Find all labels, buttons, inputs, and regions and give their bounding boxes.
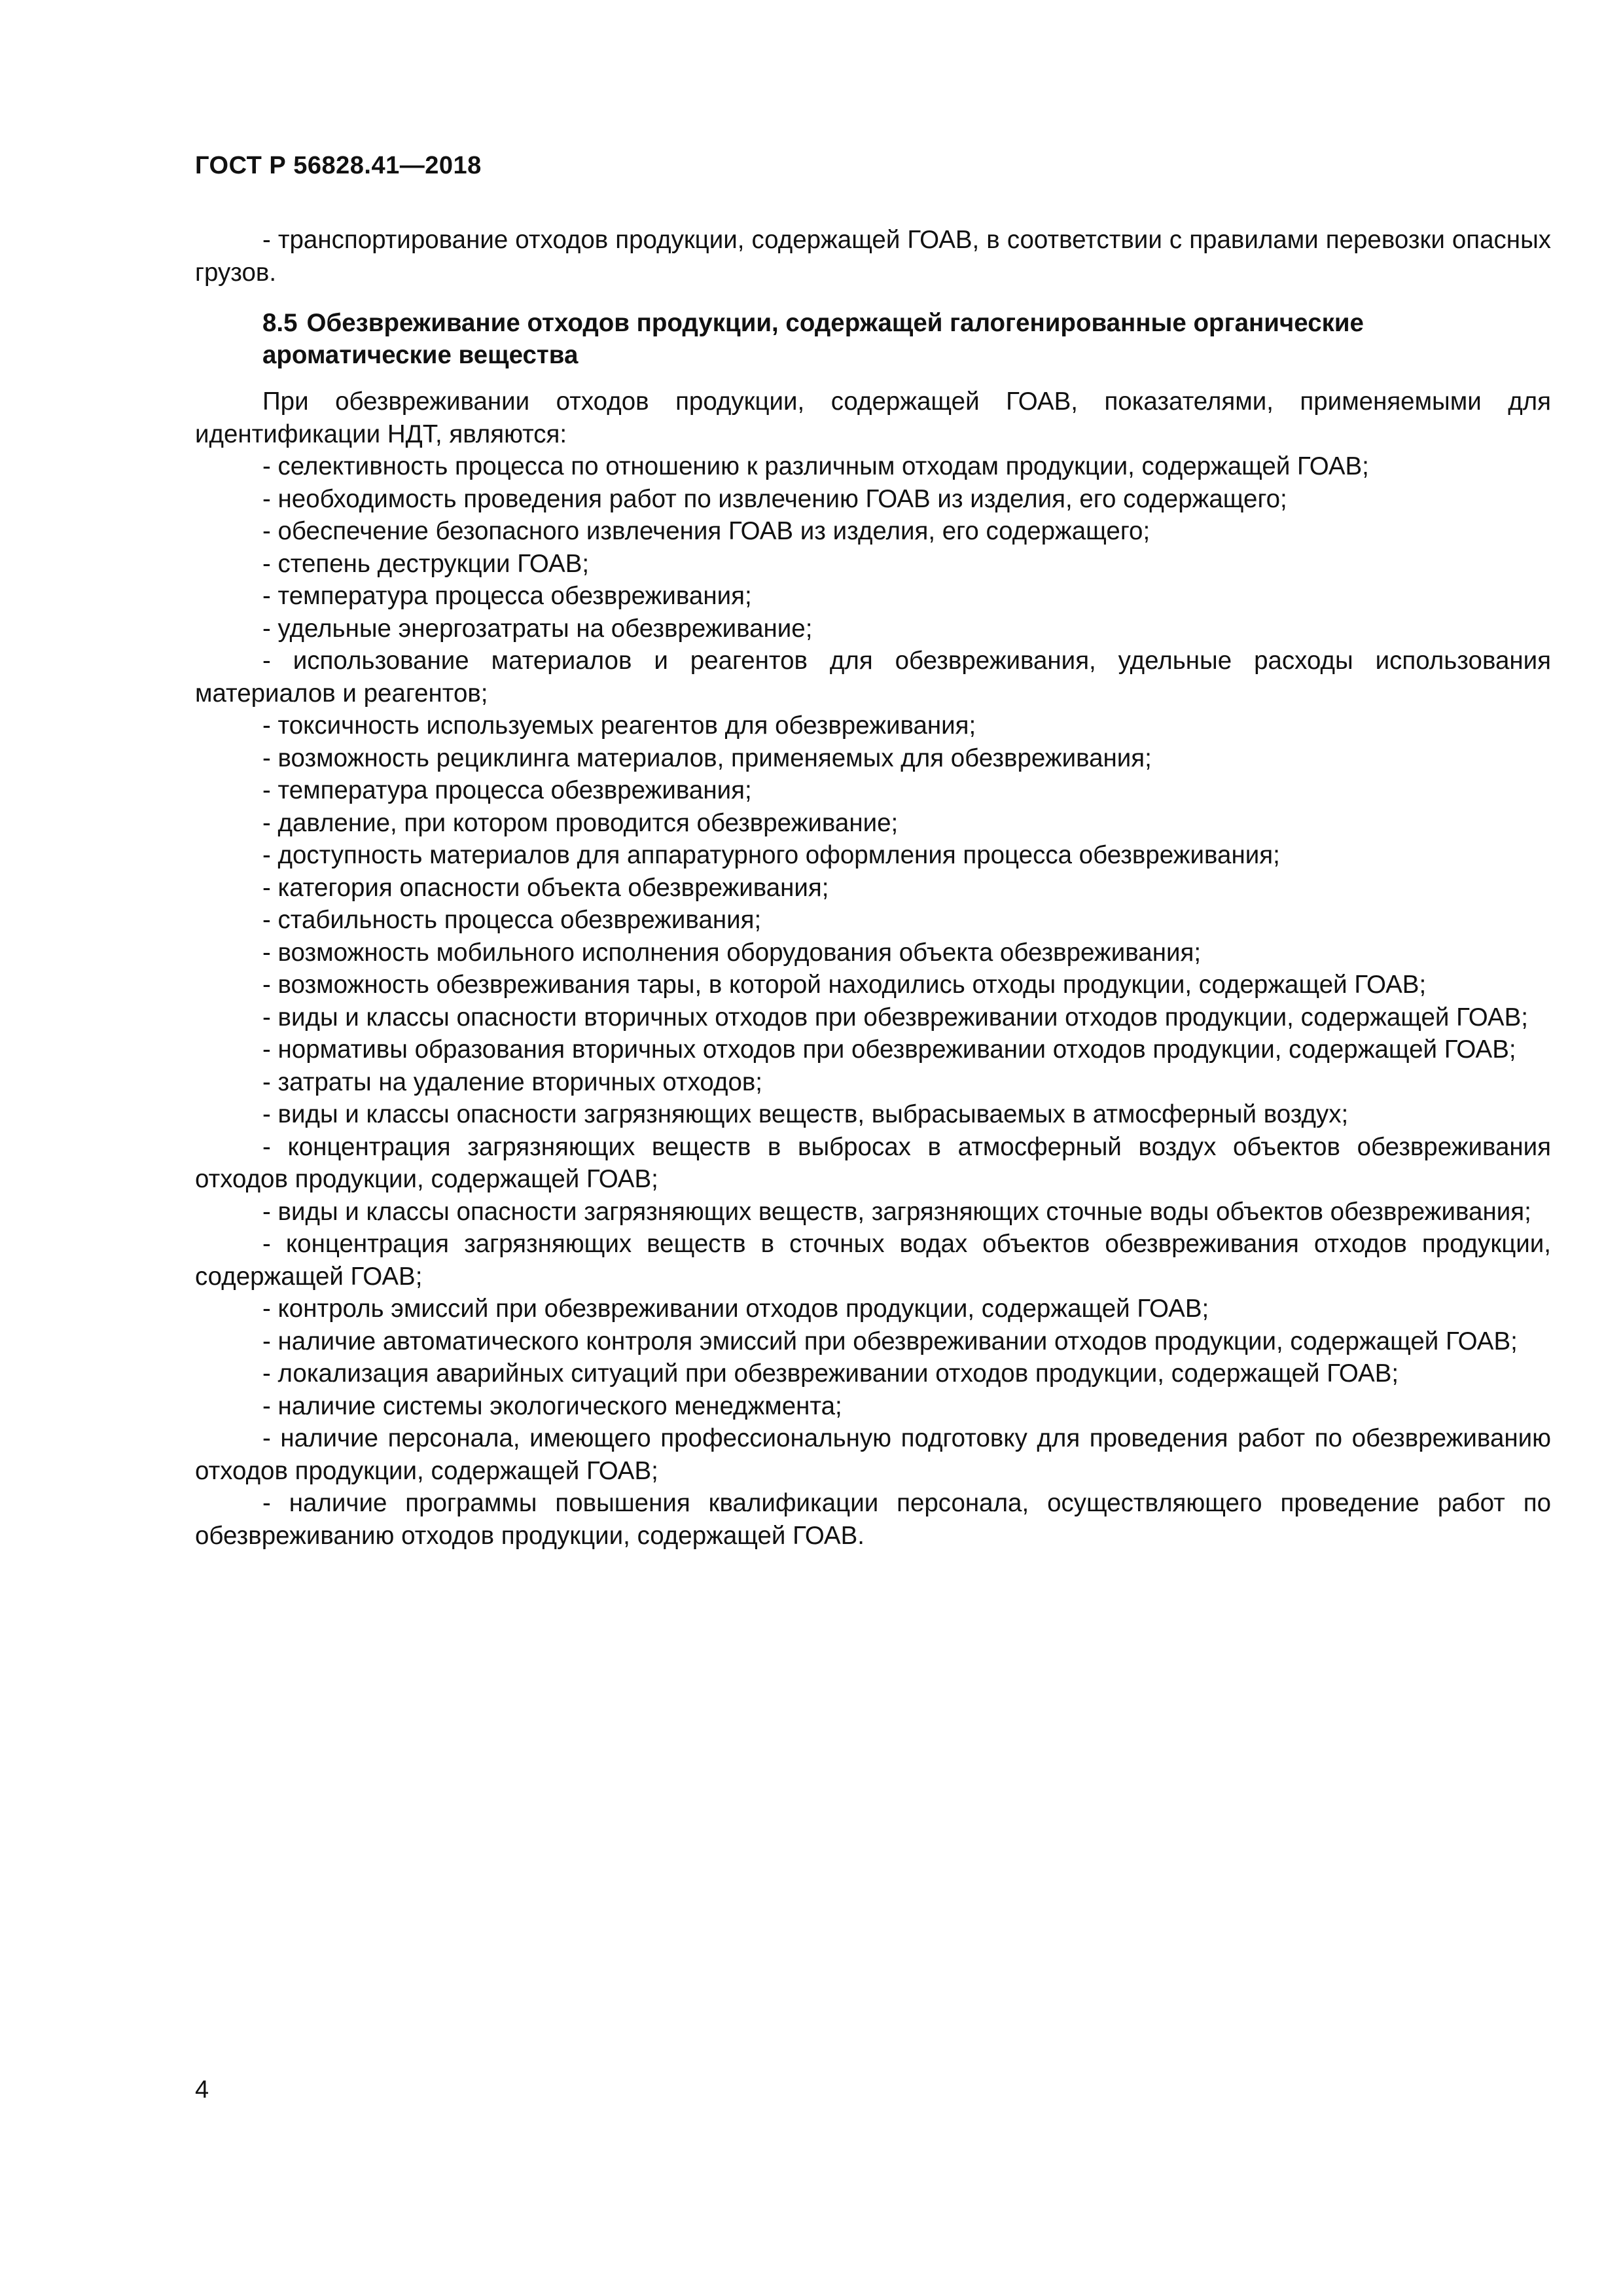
list-item: - концентрация загрязняющих веществ в сточных водах объектов обезвреживания отходов продукции, содержащей ГОАВ; (195, 1230, 1551, 1291)
list-item: - локализация аварийных ситуаций при обезвреживании отходов продукции, содержащей ГОАВ; (262, 1359, 1399, 1388)
list-item: - виды и классы опасности вторичных отходов при обезвреживании отходов продукции, содержащей ГОАВ; (262, 1003, 1528, 1031)
section-number: 8.5 (262, 309, 298, 337)
list-item: - температура процесса обезвреживания; (262, 582, 752, 610)
list-item: - контроль эмиссий при обезвреживании отходов продукции, содержащей ГОАВ; (262, 1295, 1209, 1323)
list-item: - категория опасности объекта обезвреживания; (262, 873, 829, 902)
list-item: - обеспечение безопасного извлечения ГОАВ из изделия, его содержащего; (262, 517, 1150, 545)
list-item: - селективность процесса по отношению к различным отходам продукции, содержащей ГОАВ; (262, 452, 1369, 480)
list-item: - затраты на удаление вторичных отходов; (262, 1067, 763, 1096)
list-item: - виды и классы опасности загрязняющих веществ, выбрасываемых в атмосферный воздух; (262, 1100, 1349, 1128)
standard-code-header: ГОСТ Р 56828.41—2018 (195, 152, 482, 179)
list-item: - наличие системы экологического менеджмента; (262, 1391, 842, 1420)
list-item: - наличие персонала, имеющего профессиональную подготовку для проведения работ по обезвреживанию отходов продукции, содержащей ГОАВ; (195, 1424, 1551, 1485)
list-item: - степень деструкции ГОАВ; (262, 549, 590, 578)
page-number: 4 (195, 2076, 209, 2104)
list-item: - концентрация загрязняющих веществ в выбросах в атмосферный воздух объектов обезвреживания отходов продукции, содержащей ГОАВ; (195, 1132, 1551, 1193)
intro-paragraph: - транспортирование отходов продукции, содержащей ГОАВ, в соответствии с правилами перевозки опасных грузов. (195, 226, 1551, 287)
list-item: - виды и классы опасности загрязняющих веществ, загрязняющих сточные воды объектов обезвреживания; (262, 1197, 1531, 1226)
list-item: - нормативы образования вторичных отходов при обезвреживании отходов продукции, содержащей ГОАВ; (262, 1035, 1516, 1064)
list-item: - возможность обезвреживания тары, в которой находились отходы продукции, содержащей ГОАВ; (262, 971, 1427, 999)
list-item: - температура процесса обезвреживания; (262, 776, 752, 804)
section-heading (195, 307, 1551, 371)
list-item: - необходимость проведения работ по извлечению ГОАВ из изделия, его содержащего; (262, 484, 1287, 513)
list-item: - давление, при котором проводится обезвреживание; (262, 808, 899, 837)
list-item: - использование материалов и реагентов для обезвреживания, удельные расходы использования материалов и реагентов; (195, 647, 1551, 708)
list-item: - доступность материалов для аппаратурного оформления процесса обезвреживания; (262, 841, 1280, 869)
list-item: - возможность мобильного исполнения оборудования объекта обезвреживания; (262, 938, 1202, 967)
list-item: - стабильность процесса обезвреживания; (262, 906, 762, 934)
section-lead-paragraph: При обезвреживании отходов продукции, содержащей ГОАВ, показателями, применяемыми для идентификации НДТ, являются: (195, 387, 1551, 448)
list-item: - возможность рециклинга материалов, применяемых для обезвреживания; (262, 744, 1152, 772)
list-item: - наличие автоматического контроля эмиссий при обезвреживании отходов продукции, содержащей ГОАВ; (262, 1327, 1518, 1355)
list-item: - удельные энергозатраты на обезвреживание; (262, 614, 813, 643)
section-title: Обезвреживание отходов продукции, содержащей галогенированные органические ароматические вещества (262, 309, 1364, 369)
document-body (195, 224, 1551, 1552)
list-item: - наличие программы повышения квалификации персонала, осуществляющего проведение работ по обезвреживанию отходов продукции, содержащей ГОАВ. (195, 1489, 1551, 1550)
list-item: - токсичность используемых реагентов для обезвреживания; (262, 711, 976, 740)
